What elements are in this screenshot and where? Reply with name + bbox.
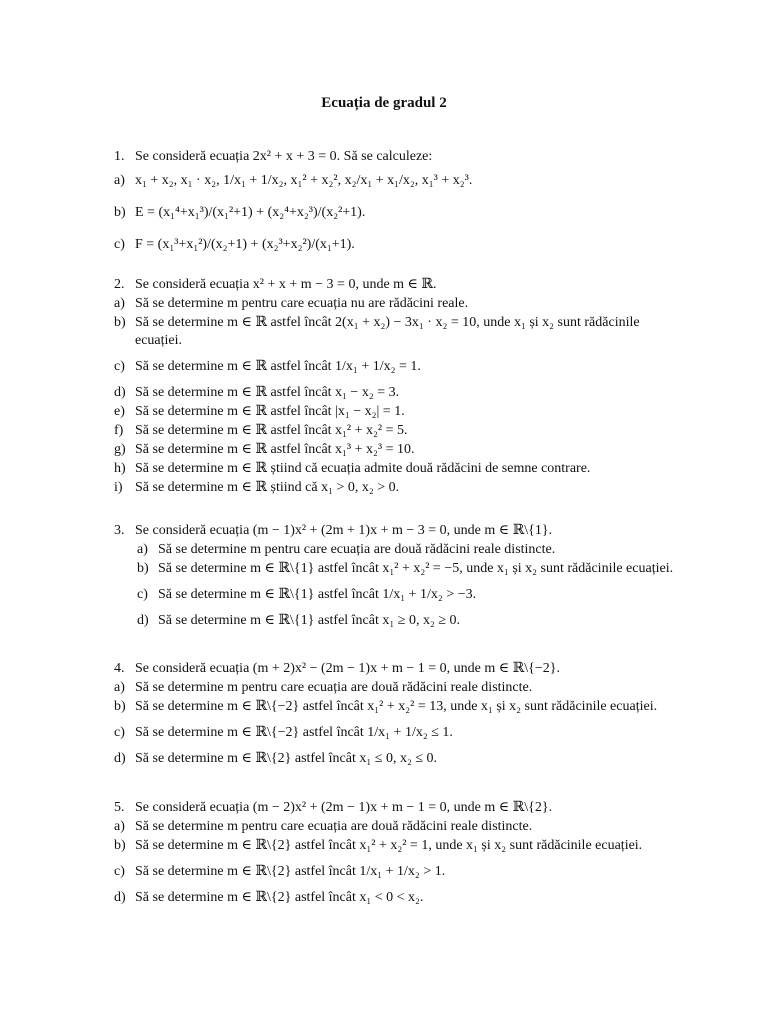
problem-number: 3. <box>114 523 125 538</box>
item-label: b) <box>114 699 126 714</box>
item-text: Să se determine m ∈ ℝ astfel încât x₁³ + x₂³ = 10. <box>135 442 415 457</box>
list-item <box>114 314 674 350</box>
list-item <box>114 441 674 459</box>
list-item <box>114 295 674 313</box>
list-item <box>114 358 674 376</box>
item-label: a) <box>114 819 125 834</box>
item-label: c) <box>114 864 125 879</box>
item-text: Să se determine m pentru care ecuația are două rădăcini reale distincte. <box>135 680 533 695</box>
item-text: Să se determine m ∈ ℝ astfel încât x₁² + x₂² = 5. <box>135 423 408 438</box>
problem-statement <box>114 799 674 817</box>
list-item <box>114 863 674 881</box>
item-text: Să se determine m ∈ ℝ\{1} astfel încât x₁² + x₂² = −5, unde x₁ și x₂ sunt rădăcinile ecuației. <box>158 561 674 576</box>
list-item <box>114 236 674 254</box>
problem-statement <box>114 276 674 294</box>
item-text: Să se determine m ∈ ℝ astfel încât 1/x₁ + 1/x₂ = 1. <box>135 359 421 374</box>
item-text: Să se determine m ∈ ℝ\{2} astfel încât x₁² + x₂² = 1, unde x₁ și x₂ sunt rădăcinile ecuației. <box>135 838 643 853</box>
list-item <box>114 422 674 440</box>
item-label: h) <box>114 461 126 476</box>
item-label: a) <box>137 542 148 557</box>
list-item <box>114 818 674 836</box>
item-label: d) <box>114 385 126 400</box>
item-label: c) <box>114 359 125 374</box>
problem-3 <box>114 522 674 630</box>
problem-statement <box>114 522 674 540</box>
item-text: Să se determine m ∈ ℝ\{−2} astfel încât x₁² + x₂² = 13, unde x₁ și x₂ sunt rădăcinile ecuației. <box>135 699 658 714</box>
problem-5 <box>114 799 674 907</box>
statement-text: Se consideră ecuația (m + 2)x² − (2m − 1)x + m − 1 = 0, unde m ∈ ℝ\{−2}. <box>135 661 560 676</box>
item-label: c) <box>137 587 148 602</box>
item-label: e) <box>114 404 125 419</box>
problem-statement <box>114 148 674 166</box>
item-text: Să se determine m ∈ ℝ\{1} astfel încât x₁ ≥ 0, x₂ ≥ 0. <box>158 613 461 628</box>
item-label: a) <box>114 680 125 695</box>
item-text: Să se determine m pentru care ecuația are două rădăcini reale distincte. <box>135 819 533 834</box>
item-text: Să se determine m ∈ ℝ\{2} astfel încât x₁ < 0 < x₂. <box>135 890 424 905</box>
list-item <box>114 460 674 478</box>
statement-text: Se consideră ecuația (m − 1)x² + (2m + 1)x + m − 3 = 0, unde m ∈ ℝ\{1}. <box>135 523 553 538</box>
item-text: Să se determine m pentru care ecuația are două rădăcini reale distincte. <box>158 542 556 557</box>
item-label: g) <box>114 442 126 457</box>
problem-1 <box>114 148 674 254</box>
item-label: a) <box>114 173 125 188</box>
list-item <box>114 403 674 421</box>
item-label: c) <box>114 725 125 740</box>
item-text: Să se determine m pentru care ecuația nu are rădăcini reale. <box>135 296 469 311</box>
item-text: Să se determine m ∈ ℝ astfel încât |x₁ − x₂| = 1. <box>135 404 405 419</box>
item-text: F = (x₁³+x₁²)/(x₂+1) + (x₂³+x₂²)/(x₁+1). <box>135 237 355 252</box>
list-item <box>114 560 674 578</box>
list-item <box>114 837 674 855</box>
item-text: Să se determine m ∈ ℝ\{2} astfel încât 1/x₁ + 1/x₂ > 1. <box>135 864 446 879</box>
item-text: E = (x₁⁴+x₁³)/(x₁²+1) + (x₂⁴+x₂³)/(x₂²+1). <box>135 205 366 220</box>
item-text: Să se determine m ∈ ℝ\{1} astfel încât 1/x₁ + 1/x₂ > −3. <box>158 587 477 602</box>
statement-text: Se consideră ecuația x² + x + m − 3 = 0, unde m ∈ ℝ. <box>135 277 437 292</box>
statement-text: Se consideră ecuația (m − 2)x² + (2m − 1)x + m − 1 = 0, unde m ∈ ℝ\{2}. <box>135 800 553 815</box>
item-label: i) <box>114 480 123 495</box>
item-label: b) <box>114 838 126 853</box>
list-item <box>114 679 674 697</box>
item-label: b) <box>114 205 126 220</box>
item-label: b) <box>114 315 126 330</box>
item-text: Să se determine m ∈ ℝ astfel încât x₁ − x₂ = 3. <box>135 385 400 400</box>
item-label: c) <box>114 237 125 252</box>
list-item <box>114 204 674 222</box>
list-item <box>114 541 674 559</box>
list-item <box>114 612 674 630</box>
page-title: Ecuația de gradul 2 <box>321 95 447 111</box>
list-item <box>114 724 674 742</box>
item-label: d) <box>114 751 126 766</box>
problem-2 <box>114 276 674 497</box>
item-label: f) <box>114 423 124 438</box>
item-text: Să se determine m ∈ ℝ știind că x₁ > 0, x₂ > 0. <box>135 480 400 495</box>
statement-text: Se consideră ecuația 2x² + x + 3 = 0. Să se calculeze: <box>135 149 433 164</box>
list-item <box>114 889 674 907</box>
problem-statement <box>114 660 674 678</box>
item-label: d) <box>114 890 126 905</box>
item-label: d) <box>137 613 149 628</box>
item-text: Să se determine m ∈ ℝ\{2} astfel încât x₁ ≤ 0, x₂ ≤ 0. <box>135 751 438 766</box>
list-item <box>114 750 674 768</box>
list-item <box>114 586 674 604</box>
list-item <box>114 698 674 716</box>
problem-number: 5. <box>114 800 125 815</box>
problem-number: 1. <box>114 149 125 164</box>
item-text: Să se determine m ∈ ℝ știind că ecuația admite două rădăcini de semne contrare. <box>135 461 591 476</box>
item-text: Să se determine m ∈ ℝ\{−2} astfel încât 1/x₁ + 1/x₂ ≤ 1. <box>135 725 453 740</box>
item-text: x₁ + x₂, x₁ · x₂, 1/x₁ + 1/x₂, x₁² + x₂², x₂/x₁ + x₁/x₂, x₁³ + x₂³. <box>135 173 473 188</box>
item-text: Să se determine m ∈ ℝ astfel încât 2(x₁ + x₂) − 3x₁ · x₂ = 10, unde x₁ și x₂ sunt rădăcinile ecuației. <box>135 315 640 348</box>
problem-4 <box>114 660 674 768</box>
list-item <box>114 479 674 497</box>
problem-number: 4. <box>114 661 125 676</box>
list-item <box>114 384 674 402</box>
problem-number: 2. <box>114 277 125 292</box>
list-item <box>114 172 674 190</box>
item-label: b) <box>137 561 149 576</box>
item-label: a) <box>114 296 125 311</box>
